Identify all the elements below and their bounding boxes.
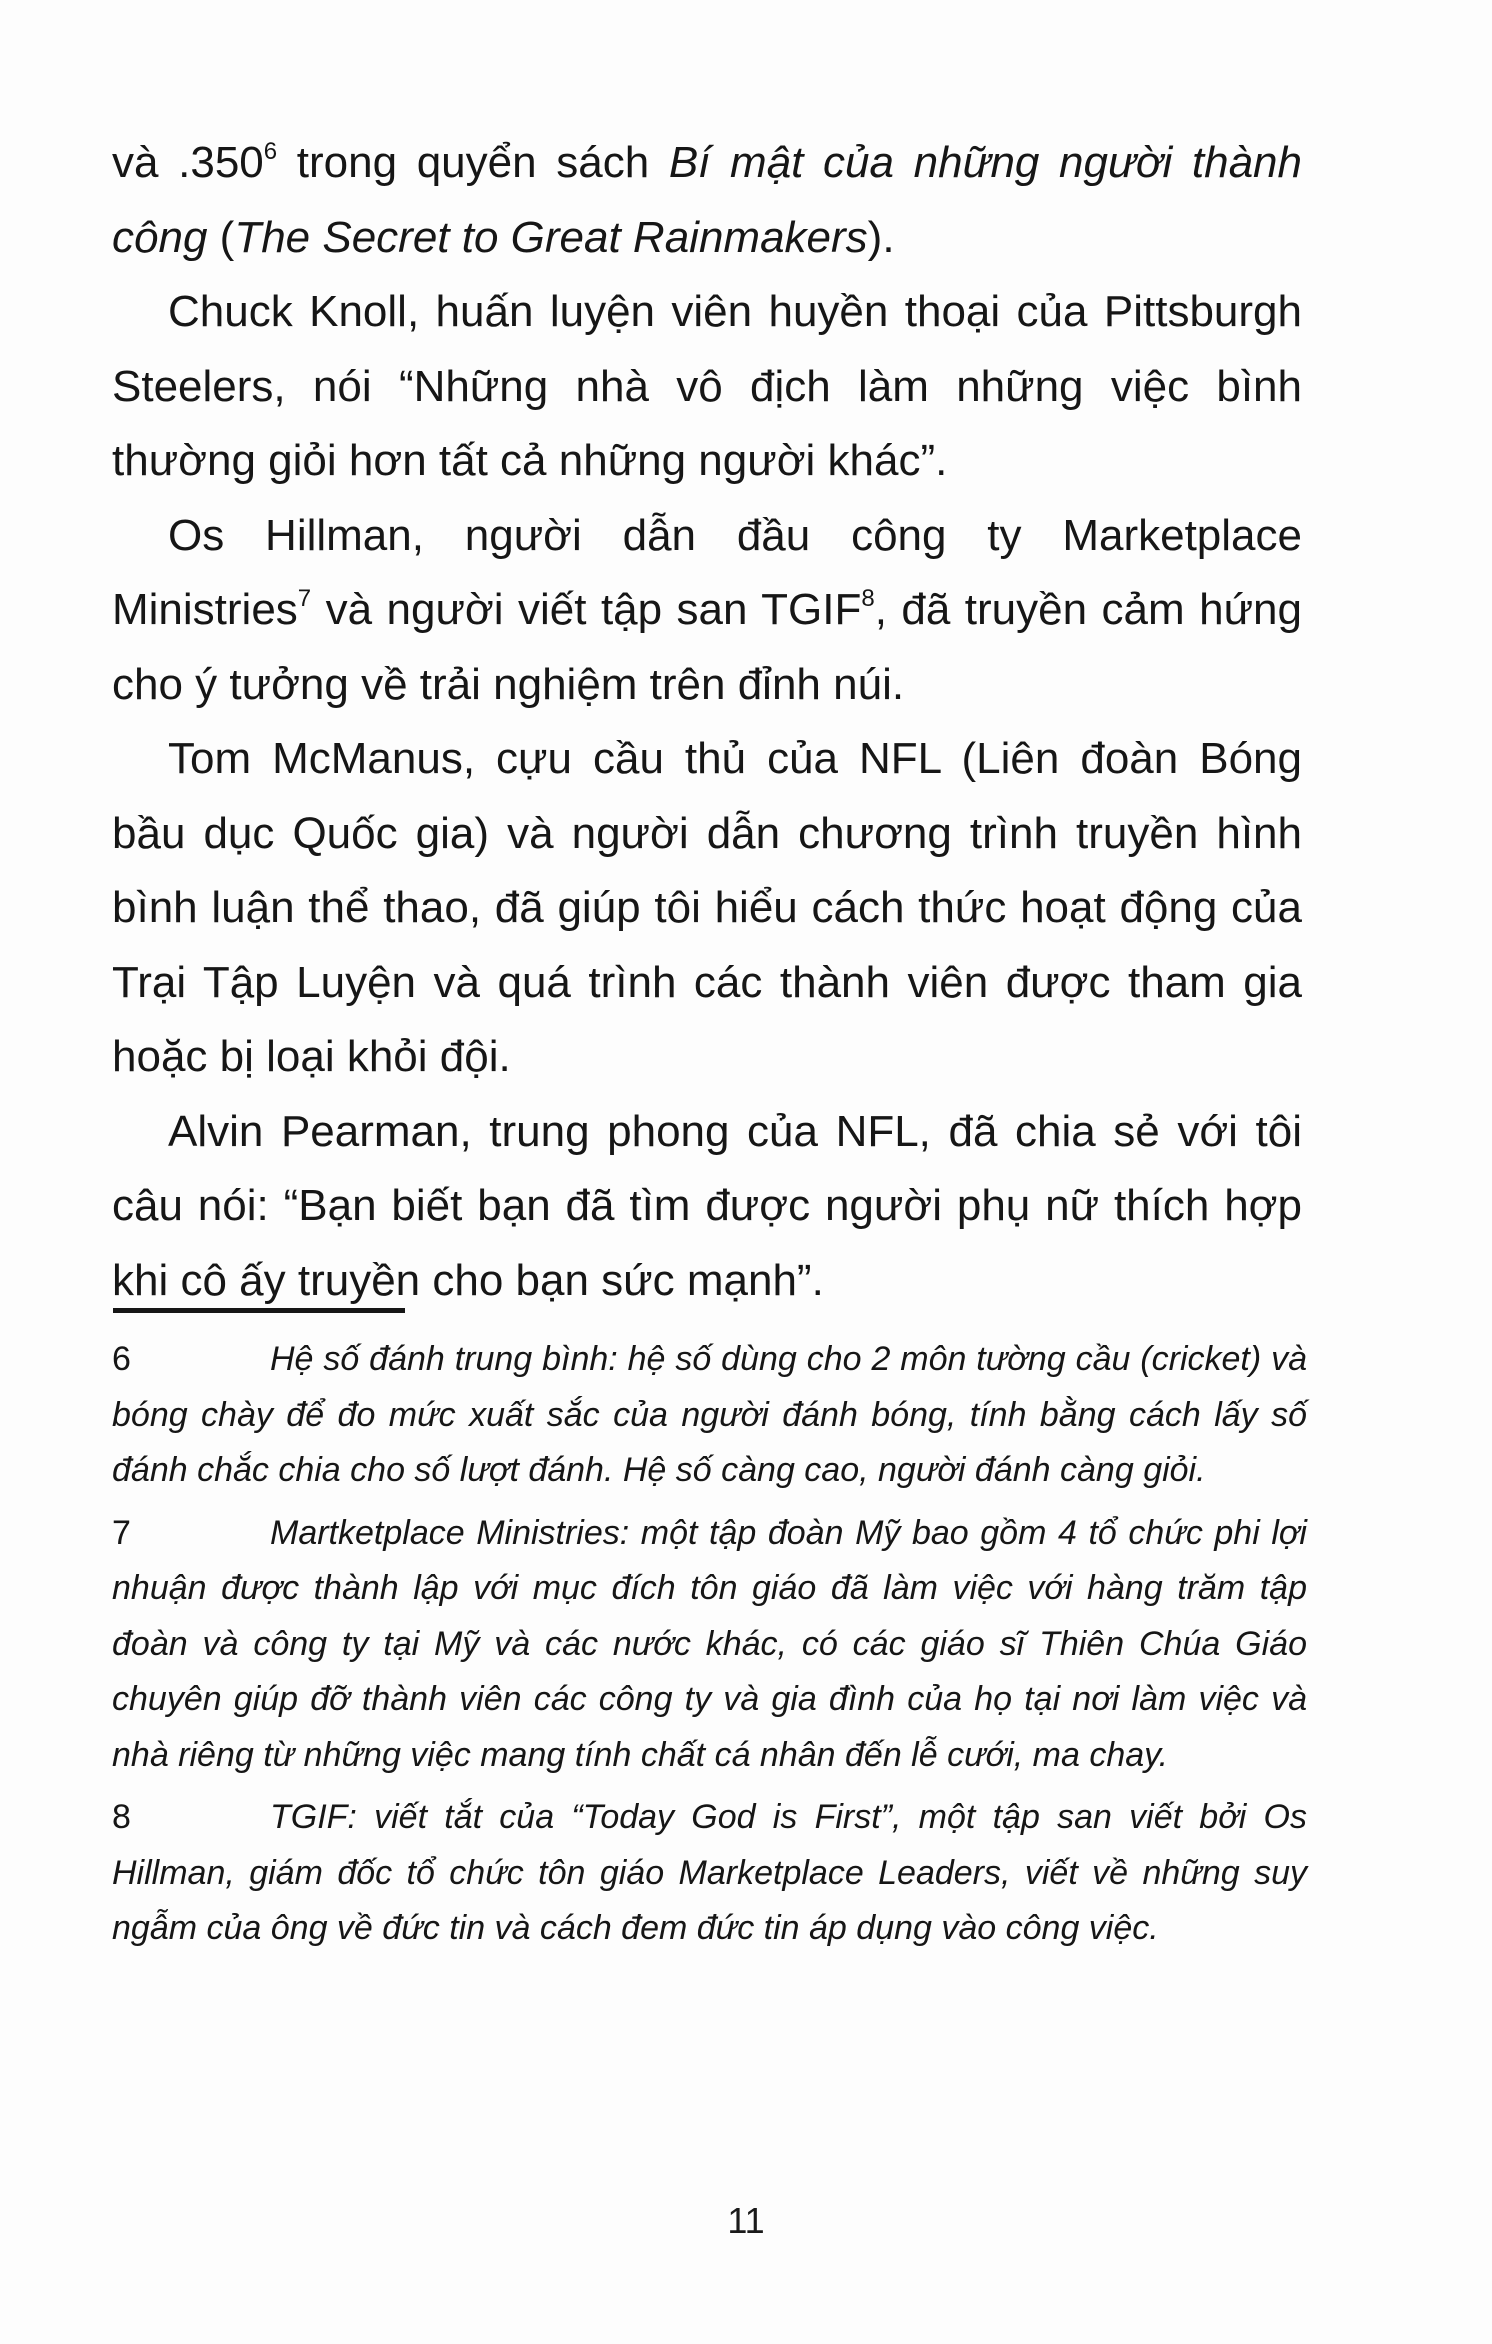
book-title-vi: Bí mật của những người thành công <box>112 138 1302 262</box>
footnote-text: TGIF: viết tắt của “Today God is First”, một tập san viết bởi Os Hillman, giám đốc tổ chức tôn giáo Marketplace Leaders, viết về những suy ngẫm của ông về đức tin và cách đem đức tin áp dụng vào công việc. <box>112 1798 1307 1947</box>
footnote-number: 8 <box>112 1798 131 1836</box>
footnote-number: 7 <box>112 1513 131 1552</box>
footnote-7 <box>112 1506 1307 1784</box>
footnote-6 <box>112 1332 1307 1499</box>
footnote-ref-7: 7 <box>297 585 312 612</box>
footnote-divider <box>113 1308 405 1313</box>
paragraph-continuation: và .350$^6$ trong quyển sách Bí mật của những người thành công (The Secret to Great Rainmakers). <box>112 138 1302 262</box>
footnote-number: 6 <box>112 1340 131 1378</box>
footnote-ref-6: 6 <box>263 138 278 165</box>
footnote-ref-8: 8 <box>861 585 875 612</box>
footnote-8 <box>112 1790 1307 1957</box>
paragraph-tom-mcmanus: Tom McManus, cựu cầu thủ của NFL (Liên đoàn Bóng bầu dục Quốc gia) và người dẫn chương trình truyền hình bình luận thể thao, đã giúp tôi hiểu cách thức hoạt động của Trại Tập Luyện và quá trình các thành viên được tham gia hoặc bị loại khỏi đội. <box>112 734 1302 1081</box>
footnote-text: Martketplace Ministries: một tập đoàn Mỹ bao gồm 4 tổ chức phi lợi nhuận được thành lập với mục đích tôn giáo đã làm việc với hàng trăm tập đoàn và công ty tại Mỹ và các nước khác, có các giáo sĩ Thiên Chúa Giáo chuyên giúp đỡ thành viên các công ty và gia đình của họ tại nơi làm việc và nhà riêng từ những việc mang tính chất cá nhân đến lễ cưới, ma chay. <box>112 1513 1307 1774</box>
footnotes <box>112 1332 1307 1964</box>
paragraph-chuck-knoll: Chuck Knoll, huấn luyện viên huyền thoại của Pittsburgh Steelers, nói “Những nhà vô địch làm những việc bình thường giỏi hơn tất cả những người khác”. <box>112 287 1302 485</box>
paragraph-alvin-pearman: Alvin Pearman, trung phong của NFL, đã chia sẻ với tôi câu nói: “Bạn biết bạn đã tìm được người phụ nữ thích hợp khi cô ấy truyền cho bạn sức mạnh”. <box>112 1106 1302 1305</box>
book-title-en: The Secret to Great Rainmakers <box>234 212 868 262</box>
page-number: 11 <box>727 2200 765 2241</box>
paragraph-os-hillman: Os Hillman, người dẫn đầu công ty Marketplace Ministries$^7$ và người viết tập san TGIF$^8$, đã truyền cảm hứng cho ý tưởng về trải nghiệm trên đỉnh núi. <box>112 510 1302 709</box>
footnote-text: Hệ số đánh trung bình: hệ số dùng cho 2 môn tường cầu (cricket) và bóng chày để đo mức xuất sắc của người đánh bóng, tính bằng cách lấy số đánh chắc chia cho số lượt đánh. Hệ số càng cao, người đánh càng giỏi. <box>112 1340 1307 1489</box>
main-text <box>112 126 1302 1318</box>
